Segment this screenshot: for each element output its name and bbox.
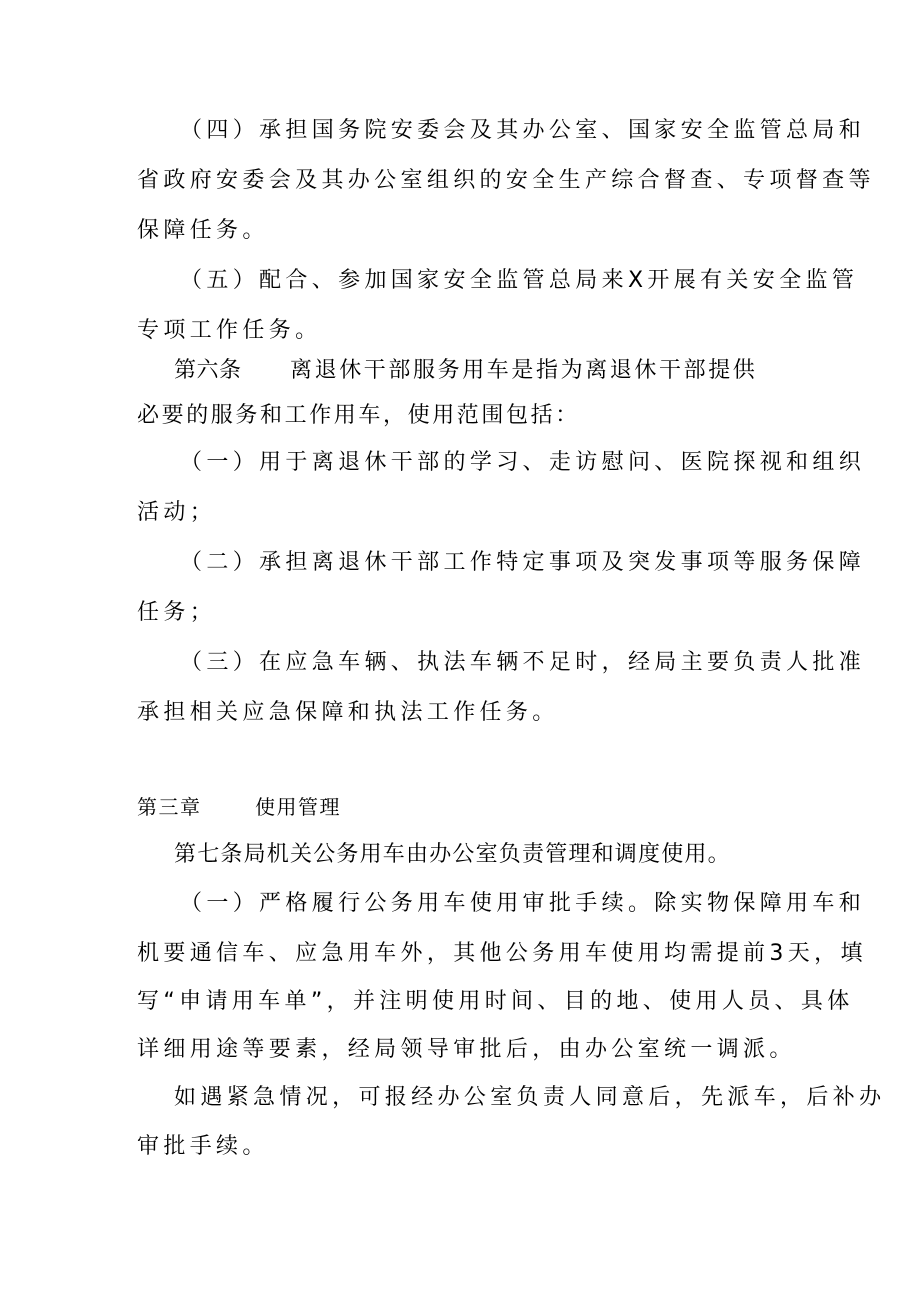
item-4-line-2: 省政府安委会及其办公室组织的安全生产综合督查、专项督查等 (137, 168, 875, 193)
article-6-text: 离退休干部服务用车是指为离退休干部提供 (290, 358, 758, 383)
item-1-line-1: （一）用于离退休干部的学习、走访慰问、医院探视和组织 (180, 450, 866, 475)
chapter-3-title: 使用管理 (255, 795, 341, 819)
emergency-line-1: 如遇紧急情况，可报经办公室负责人同意后，先派车，后补办 (174, 1085, 886, 1110)
approval-line-3: 写“申请用车单”，并注明使用时间、目的地、使用人员、具体 (137, 989, 854, 1014)
emergency-line-2: 审批手续。 (137, 1134, 269, 1159)
approval-line-2: 机要通信车、应急用车外，其他公务用车使用均需提前3天，填 (137, 941, 867, 966)
item-2-line-1: （二）承担离退休干部工作特定事项及突发事项等服务保障 (180, 550, 866, 575)
item-3-line-2: 承担相关应急保障和执法工作任务。 (137, 700, 559, 725)
article-6-label: 第六条 (174, 358, 242, 383)
article-6-continuation: 必要的服务和工作用车，使用范围包括： (137, 403, 580, 428)
item-1-line-2: 活动； (137, 500, 217, 525)
item-5-line-2: 专项工作任务。 (137, 318, 322, 343)
article-7-line-1: 第七条局机关公务用车由办公室负责管理和调度使用。 (174, 842, 731, 867)
chapter-3-label: 第三章 (137, 795, 202, 819)
approval-line-1: （一）严格履行公务用车使用审批手续。除实物保障用车和 (180, 891, 866, 916)
item-3-line-1: （三）在应急车辆、执法车辆不足时，经局主要负责人批准 (180, 650, 866, 675)
approval-line-4: 详细用途等要素，经局领导审批后，由办公室统一调派。 (137, 1037, 796, 1062)
item-4-line-1: （四）承担国务院安委会及其办公室、国家安全监管总局和 (180, 118, 866, 143)
item-4-line-3: 保障任务。 (137, 218, 269, 243)
item-5-line-1: （五）配合、参加国家安全监管总局来X开展有关安全监管 (180, 268, 859, 293)
item-2-line-2: 任务； (137, 600, 217, 625)
